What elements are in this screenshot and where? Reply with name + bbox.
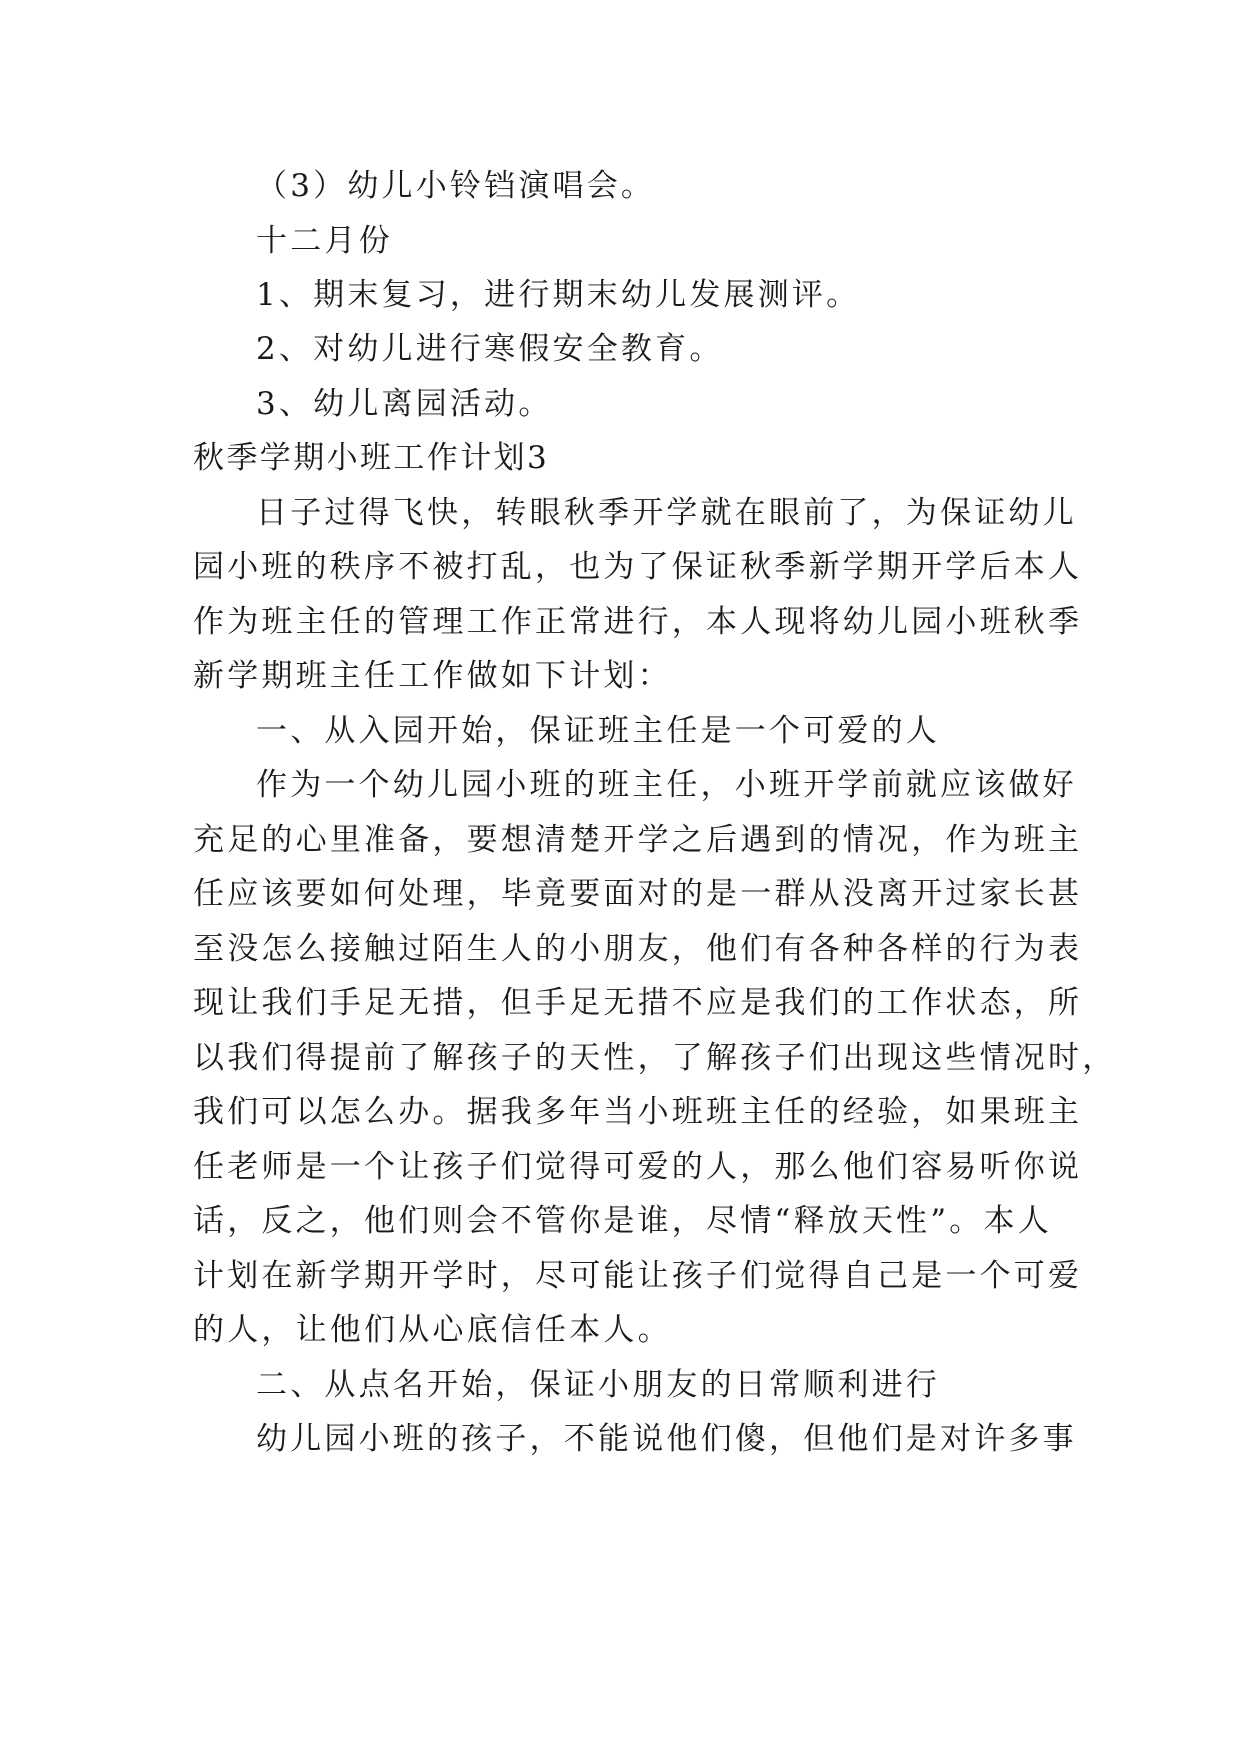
subheading-two: 二、从点名开始，保证小朋友的日常顺利进行 [256, 1367, 940, 1403]
paragraph-line: 作为班主任的管理工作正常进行，本人现将幼儿园小班秋季 [193, 604, 1083, 640]
paragraph-line: 以我们得提前了解孩子的天性，了解孩子们出现这些情况时， [193, 1040, 1117, 1076]
paragraph-line: 至没怎么接触过陌生人的小朋友，他们有各种各样的行为表 [193, 931, 1083, 967]
list-item-leaving-activity: 3、幼儿离园活动。 [256, 386, 553, 422]
paragraph-line: 作为一个幼儿园小班的班主任，小班开学前就应该做好 [256, 767, 1077, 803]
paragraph-line: 话，反之，他们则会不管你是谁，尽情“释放天性”。本人 [193, 1203, 1052, 1239]
paragraph-line: 任老师是一个让孩子们觉得可爱的人，那么他们容易听你说 [193, 1149, 1083, 1185]
paragraph-line: 现让我们手足无措，但手足无措不应是我们的工作状态，所 [193, 985, 1083, 1021]
paragraph-line: 幼儿园小班的孩子，不能说他们傻，但他们是对许多事 [256, 1421, 1077, 1457]
paragraph-line: 日子过得飞快，转眼秋季开学就在眼前了，为保证幼儿 [256, 495, 1077, 531]
list-item-safety-education: 2、对幼儿进行寒假安全教育。 [256, 331, 724, 367]
paragraph-line: 我们可以怎么办。据我多年当小班班主任的经验，如果班主 [193, 1094, 1083, 1130]
paragraph-line: 的人，让他们从心底信任本人。 [193, 1312, 672, 1348]
paragraph-line: 新学期班主任工作做如下计划： [193, 658, 672, 694]
paragraph-line: 充足的心里准备，要想清楚开学之后遇到的情况，作为班主 [193, 822, 1083, 858]
subheading-one: 一、从入园开始，保证班主任是一个可爱的人 [256, 713, 940, 749]
paragraph-line: 计划在新学期开学时，尽可能让孩子们觉得自己是一个可爱 [193, 1258, 1083, 1294]
paragraph-line: 任应该要如何处理，毕竟要面对的是一群从没离开过家长甚 [193, 876, 1083, 912]
month-heading-december: 十二月份 [256, 223, 393, 259]
paragraph-line: 园小班的秩序不被打乱，也为了保证秋季新学期开学后本人 [193, 549, 1083, 585]
list-item-singing-concert: （3）幼儿小铃铛演唱会。 [256, 168, 656, 204]
section-title: 秋季学期小班工作计划3 [193, 440, 550, 476]
list-item-final-review: 1、期末复习，进行期末幼儿发展测评。 [256, 277, 861, 313]
